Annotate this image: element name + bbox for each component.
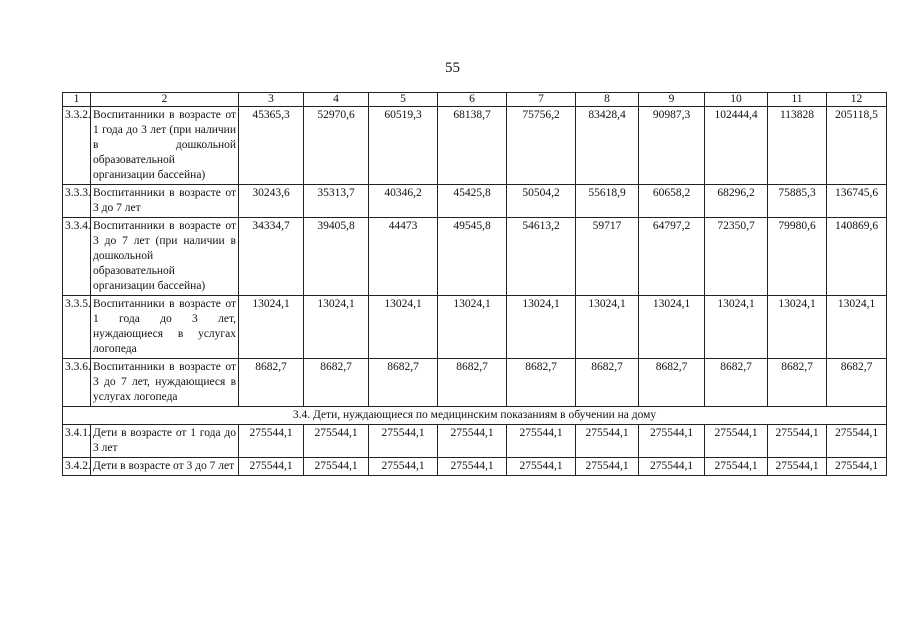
row-value: 140869,6 — [827, 218, 887, 296]
row-value: 102444,4 — [705, 107, 768, 185]
row-value: 34334,7 — [239, 218, 304, 296]
row-value: 275544,1 — [768, 425, 827, 458]
column-header: 7 — [507, 93, 576, 107]
row-value: 49545,8 — [438, 218, 507, 296]
row-value: 13024,1 — [827, 296, 887, 359]
row-value: 8682,7 — [705, 359, 768, 407]
row-value: 13024,1 — [768, 296, 827, 359]
row-value: 8682,7 — [639, 359, 705, 407]
row-value: 275544,1 — [639, 425, 705, 458]
row-value: 275544,1 — [705, 458, 768, 476]
row-code: 3.4.2. — [63, 458, 91, 476]
table-row — [63, 107, 887, 185]
row-name: Воспитанники в возрасте от 3 до 7 лет (при наличии в дошкольной образовательной организации бассейна) — [91, 218, 239, 296]
row-value: 60658,2 — [639, 185, 705, 218]
row-value: 72350,7 — [705, 218, 768, 296]
row-value: 275544,1 — [768, 458, 827, 476]
column-number-row — [63, 93, 887, 107]
row-value: 8682,7 — [827, 359, 887, 407]
row-value: 13024,1 — [705, 296, 768, 359]
row-value: 64797,2 — [639, 218, 705, 296]
row-value: 136745,6 — [827, 185, 887, 218]
row-value: 83428,4 — [576, 107, 639, 185]
row-value: 275544,1 — [239, 425, 304, 458]
row-value: 275544,1 — [304, 458, 369, 476]
row-value: 68296,2 — [705, 185, 768, 218]
column-header: 3 — [239, 93, 304, 107]
row-value: 30243,6 — [239, 185, 304, 218]
row-value: 59717 — [576, 218, 639, 296]
row-value: 8682,7 — [304, 359, 369, 407]
row-value: 50504,2 — [507, 185, 576, 218]
row-value: 8682,7 — [576, 359, 639, 407]
row-value: 8682,7 — [438, 359, 507, 407]
column-header: 12 — [827, 93, 887, 107]
row-value: 45425,8 — [438, 185, 507, 218]
row-name: Воспитанники в возрасте от 3 до 7 лет — [91, 185, 239, 218]
row-value: 275544,1 — [705, 425, 768, 458]
row-value: 275544,1 — [639, 458, 705, 476]
row-value: 205118,5 — [827, 107, 887, 185]
column-header: 2 — [91, 93, 239, 107]
row-name: Дети в возрасте от 1 года до 3 лет — [91, 425, 239, 458]
column-header: 1 — [63, 93, 91, 107]
row-value: 44473 — [369, 218, 438, 296]
column-header: 8 — [576, 93, 639, 107]
row-value: 13024,1 — [438, 296, 507, 359]
row-name: Дети в возрасте от 3 до 7 лет — [91, 458, 239, 476]
row-value: 13024,1 — [507, 296, 576, 359]
table-row — [63, 359, 887, 407]
row-value: 40346,2 — [369, 185, 438, 218]
row-value: 275544,1 — [827, 458, 887, 476]
row-name: Воспитанники в возрасте от 3 до 7 лет, нуждающиеся в услугах логопеда — [91, 359, 239, 407]
table-row — [63, 218, 887, 296]
row-value: 13024,1 — [369, 296, 438, 359]
row-value: 13024,1 — [639, 296, 705, 359]
row-value: 90987,3 — [639, 107, 705, 185]
row-value: 275544,1 — [576, 458, 639, 476]
row-value: 8682,7 — [369, 359, 438, 407]
page-number: 55 — [445, 60, 460, 76]
row-value: 275544,1 — [576, 425, 639, 458]
row-value: 60519,3 — [369, 107, 438, 185]
row-value: 275544,1 — [438, 425, 507, 458]
table-row — [63, 458, 887, 476]
row-code: 3.4.1. — [63, 425, 91, 458]
column-header: 11 — [768, 93, 827, 107]
row-value: 275544,1 — [304, 425, 369, 458]
column-header: 9 — [639, 93, 705, 107]
row-value: 275544,1 — [369, 458, 438, 476]
section-row — [63, 407, 887, 425]
row-value: 8682,7 — [507, 359, 576, 407]
row-value: 68138,7 — [438, 107, 507, 185]
column-header: 5 — [369, 93, 438, 107]
row-value: 275544,1 — [438, 458, 507, 476]
row-value: 8682,7 — [768, 359, 827, 407]
column-header: 6 — [438, 93, 507, 107]
row-value: 45365,3 — [239, 107, 304, 185]
row-value: 8682,7 — [239, 359, 304, 407]
row-code: 3.3.2. — [63, 107, 91, 185]
table-row — [63, 425, 887, 458]
row-value: 39405,8 — [304, 218, 369, 296]
row-code: 3.3.5. — [63, 296, 91, 359]
row-value: 275544,1 — [507, 458, 576, 476]
row-code: 3.3.6. — [63, 359, 91, 407]
table-row — [63, 296, 887, 359]
column-header: 4 — [304, 93, 369, 107]
row-value: 275544,1 — [827, 425, 887, 458]
row-value: 13024,1 — [576, 296, 639, 359]
row-value: 75885,3 — [768, 185, 827, 218]
row-value: 275544,1 — [239, 458, 304, 476]
row-value: 75756,2 — [507, 107, 576, 185]
row-code: 3.3.4. — [63, 218, 91, 296]
row-code: 3.3.3. — [63, 185, 91, 218]
row-value: 113828 — [768, 107, 827, 185]
row-value: 13024,1 — [239, 296, 304, 359]
row-name: Воспитанники в возрасте от 1 года до 3 лет (при наличии в дошкольной образовательной организации бассейна) — [91, 107, 239, 185]
row-value: 54613,2 — [507, 218, 576, 296]
row-value: 52970,6 — [304, 107, 369, 185]
row-value: 55618,9 — [576, 185, 639, 218]
section-title: 3.4. Дети, нуждающиеся по медицинским показаниям в обучении на дому — [63, 407, 887, 425]
row-value: 275544,1 — [369, 425, 438, 458]
tariff-table — [62, 92, 887, 476]
table-row — [63, 185, 887, 218]
row-value: 13024,1 — [304, 296, 369, 359]
column-header: 10 — [705, 93, 768, 107]
row-value: 35313,7 — [304, 185, 369, 218]
row-name: Воспитанники в возрасте от 1 года до 3 лет, нуждающиеся в услугах логопеда — [91, 296, 239, 359]
row-value: 79980,6 — [768, 218, 827, 296]
row-value: 275544,1 — [507, 425, 576, 458]
